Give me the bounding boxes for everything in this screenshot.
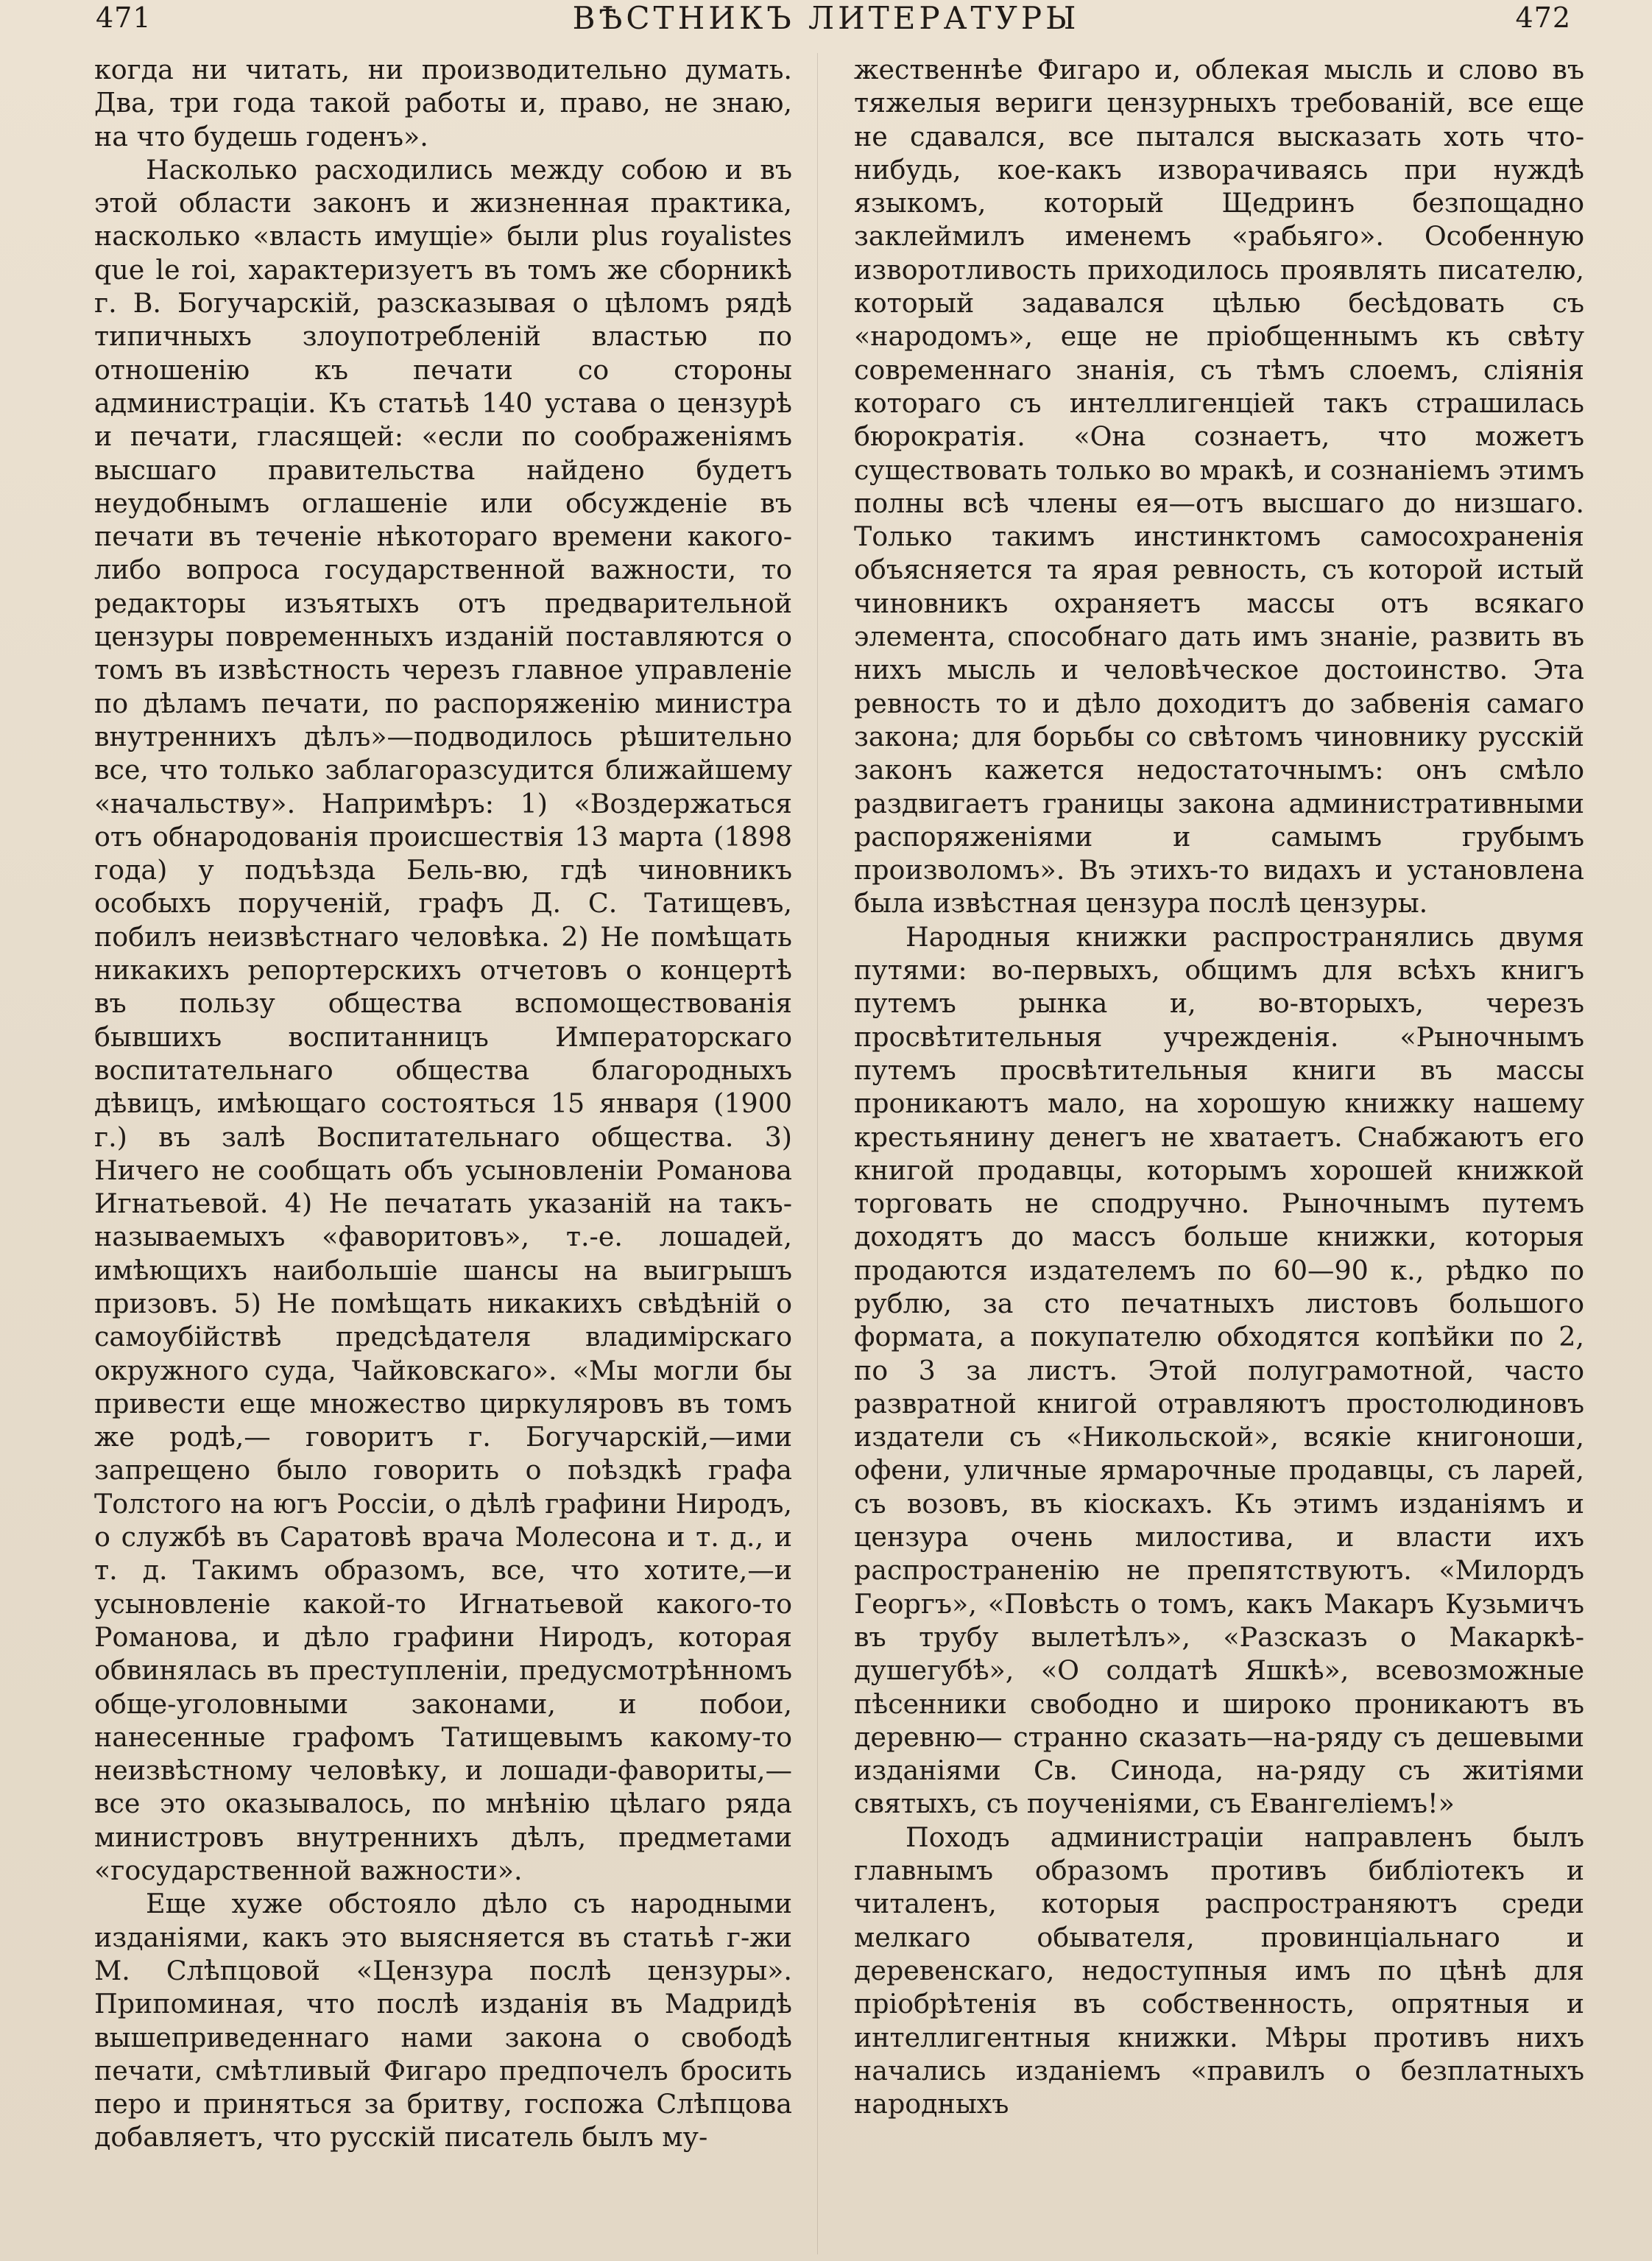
paragraph: Насколько расходились между собою и въ этой области законъ и жизненная практика, насколько «власть имущіе» были plus royalistes que le roi, характеризуетъ въ томъ же сборникѣ г. В. Богучарскій, разсказывая о цѣломъ рядѣ типичныхъ злоупотребленій властью по отношенію къ печати со стороны администраціи. Къ статьѣ 140 устава о цензурѣ и печати, гласящей: «если по соображеніямъ высшаго правительства найдено будетъ неудобнымъ оглашеніе или обсужденіе въ печати въ теченіе нѣкотораго времени какого-либо вопроса государственной важности, то редакторы изъятыхъ отъ предварительной цензуры повременныхъ изданій поставляются о томъ въ извѣстность черезъ главное управленіе по дѣламъ печати, по распоряженію министра внутреннихъ дѣлъ»—подводилось рѣшительно все, что только заблагоразсудится ближайшему «начальству». Напримѣръ: 1) «Воздержаться отъ обнародованія происшествія 13 марта (1898 года) у подъѣзда Бель-вю, гдѣ чиновникъ особыхъ порученій, графъ Д. С. Татищевъ, побилъ неизвѣстнаго человѣка. 2) Не помѣщать никакихъ репортерскихъ отчетовъ о концертѣ въ пользу общества вспомоществованія бывшихъ воспитанницъ Императорскаго воспитательнаго общества благородныхъ дѣвицъ, имѣющаго состояться 15 января (1900 г.) въ залѣ Воспитательнаго общества. 3) Ничего не сообщать объ усыновленіи Романова Игнатьевой. 4) Не печатать указаній на такъ-называемыхъ «фаворитовъ», т.-е. лошадей, имѣющихъ наибольшіе шансы на выигрышъ призовъ. 5) Не помѣщать никакихъ свѣдѣній о самоубійствѣ предсѣдателя владимірскаго окружного суда, Чайковскаго». «Мы могли бы привести еще множество циркуляровъ въ томъ же родѣ,— говоритъ г. Богучарскій,—ими запрещено было говорить о поѣздкѣ графа Толстого на югъ Россіи, о дѣлѣ графини Ниродъ, о службѣ въ Саратовѣ врача Молесона и т. д., и т. д. Такимъ образомъ, все, что хотите,—и усыновленіе какой-то Игнатьевой какого-то Романова, и дѣло графини Ниродъ, которая обвинялась въ преступленіи, предусмотрѣнномъ обще-уголовными законами, и побои, нанесенные графомъ Татищевымъ какому-то неизвѣстному человѣку, и лошади-фавориты,—все это оказывалось, по мнѣнію цѣлаго ряда министровъ внутреннихъ дѣлъ, предметами «государственной важности».: [94, 153, 792, 1887]
paragraph: когда ни читать, ни производительно думать. Два, три года такой работы и, право, не знаю, на что будешь годенъ».: [94, 54, 792, 152]
column-divider: [817, 53, 818, 2254]
left-column: [94, 53, 792, 2254]
journal-title: ВѢСТНИКЪ ЛИТЕРАТУРЫ: [572, 0, 1080, 36]
paragraph: Еще хуже обстояло дѣло съ народными изданіями, какъ это выясняется въ статьѣ г-жи М. Слѣпцовой «Цензура послѣ цензуры». Припоминая, что послѣ изданія въ Мадридѣ вышеприведеннаго нами закона о свободѣ печати, смѣтливый Фигаро предпочелъ бросить перо и приняться за бритву, госпожа Слѣпцова добавляетъ, что русскій писатель былъ му-: [94, 1888, 792, 2154]
running-header: [0, 0, 1652, 46]
paragraph: жественнѣе Фигаро и, облекая мысль и слово въ тяжелыя вериги цензурныхъ требованій, все еще не сдавался, все пытался высказать хоть что-нибудь, кое-какъ изворачиваясь при нуждѣ языкомъ, который Щедринъ безпощадно заклеймилъ именемъ «рабьяго». Особенную изворотливость приходилось проявлять писателю, который задавался цѣлью бесѣдовать съ «народомъ», еще не пріобщеннымъ къ свѣту современнаго знанія, съ тѣмъ слоемъ, сліянія котораго съ интеллигенціей такъ страшилась бюрократія. «Она сознаетъ, что можетъ существовать только во мракѣ, и сознаніемъ этимъ полны всѣ члены ея—отъ высшаго до низшаго. Только такимъ инстинктомъ самосохраненія объясняется та ярая ревность, съ которой истый чиновникъ охраняетъ массы отъ всякаго элемента, способнаго дать имъ знаніе, развить въ нихъ мысль и человѣческое достоинство. Эта ревность то и дѣло доходитъ до забвенія самаго закона; для борьбы со свѣтомъ чиновнику русскій законъ кажется недостаточнымъ: онъ смѣло раздвигаетъ границы закона административными распоряженіями и самымъ грубымъ произволомъ». Въ этихъ-то видахъ и установлена была извѣстная цензура послѣ цензуры.: [854, 54, 1584, 920]
page-number-right: 472: [1515, 1, 1571, 34]
paragraph: Походъ администраціи направленъ былъ главнымъ образомъ противъ библіотекъ и читаленъ, которыя распространяютъ среди мелкаго обывателя, провинціальнаго и деревенскаго, недоступныя имъ по цѣнѣ для пріобрѣтенія въ собственность, опрятныя и интеллигентныя книжки. Мѣры противъ нихъ начались изданіемъ «правилъ о безплатныхъ народныхъ: [854, 1821, 1584, 2120]
page-number-left: 471: [96, 1, 152, 34]
paragraph: Народныя книжки распространялись двумя путями: во-первыхъ, общимъ для всѣхъ книгъ путемъ рынка и, во-вторыхъ, черезъ просвѣтительныя учрежденія. «Рыночнымъ путемъ просвѣтительныя книги въ массы проникаютъ мало, на хорошую книжку нашему крестьянину денегъ не хватаетъ. Снабжаютъ его книгой продавцы, которымъ хорошей книжкой торговать не сподручно. Рыночнымъ путемъ доходятъ до массъ больше книжки, которыя продаются издателемъ по 60—90 к., рѣдко по рублю, за сто печатныхъ листовъ большого формата, а покупателю обходятся копѣйки по 2, по 3 за листъ. Этой полуграмотной, часто развратной книгой отравляютъ простолюдиновъ издатели съ «Никольской», всякіе книгоноши, офени, уличные ярмарочные продавцы, съ ларей, съ возовъ, въ кіоскахъ. Къ этимъ изданіямъ и цензура очень милостива, и власти ихъ распространенію не препятствуютъ. «Милордъ Георгъ», «Повѣсть о томъ, какъ Макаръ Кузьмичъ въ трубу вылетѣлъ», «Разсказъ о Макаркѣ-душегубѣ», «О солдатѣ Яшкѣ», всевозможные пѣсенники свободно и широко проникаютъ въ деревню— странно сказать—на-ряду съ дешевыми изданіями Св. Синода, на-ряду съ житіями святыхъ, съ поученіями, съ Евангеліемъ!»: [854, 920, 1584, 1820]
right-column: [854, 53, 1584, 2254]
